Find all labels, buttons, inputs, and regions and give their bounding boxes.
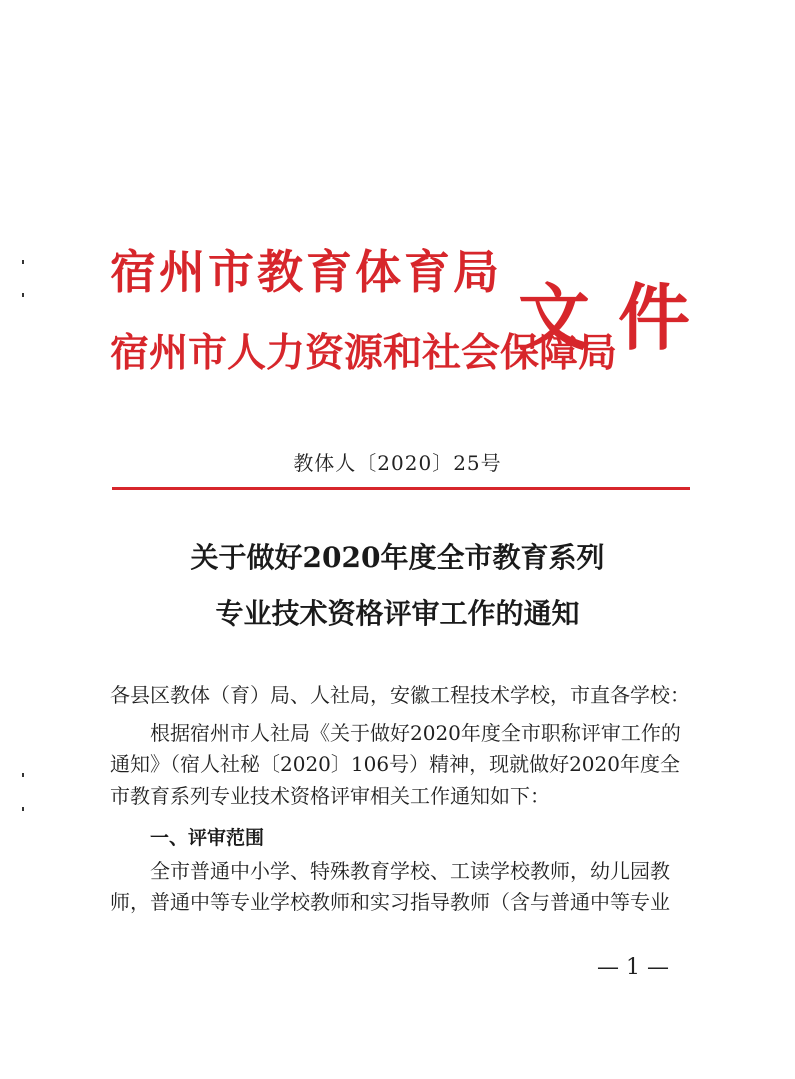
document-title-line-2: 专业技术资格评审工作的通知 xyxy=(215,597,580,630)
addressee-line: 各县区教体（育）局、人社局，安徽工程技术学校，市直各学校： xyxy=(110,683,690,707)
document-title-line-1: 关于做好2020年度全市教育系列 xyxy=(190,541,605,574)
paragraph-line: 根据宿州市人社局《关于做好2020年度全市职称评审工作的 xyxy=(150,721,681,745)
paragraph-line: 全市普通中小学、特殊教育学校、工读学校教师，幼儿园教 xyxy=(150,859,670,883)
scan-mark xyxy=(22,773,24,777)
document-number: 教体人〔2020〕25号 xyxy=(293,451,502,475)
page-number: — 1 — xyxy=(597,955,669,980)
scan-mark xyxy=(22,293,24,297)
paragraph-intro xyxy=(110,718,690,812)
scan-mark xyxy=(22,807,24,811)
paragraph-scope xyxy=(110,856,690,919)
red-separator-line xyxy=(112,487,690,490)
scan-mark xyxy=(22,260,24,264)
document-header xyxy=(110,226,719,396)
document-type-label: 文件 xyxy=(518,275,719,360)
paragraph-line: 市教育系列专业技术资格评审相关工作通知如下： xyxy=(110,783,550,808)
issuer-name-2: 宿州市人力资源和社会保障局 xyxy=(110,330,618,376)
paragraph-line: 师，普通中等专业学校教师和实习指导教师（含与普通中等专业 xyxy=(110,890,670,915)
section-heading-scope: 一、评审范围 xyxy=(150,827,265,849)
issuer-name-1: 宿州市教育体育局 xyxy=(110,245,502,299)
paragraph-line: 通知》（宿人社秘〔2020〕106号）精神，现就做好2020年度全 xyxy=(110,752,680,777)
